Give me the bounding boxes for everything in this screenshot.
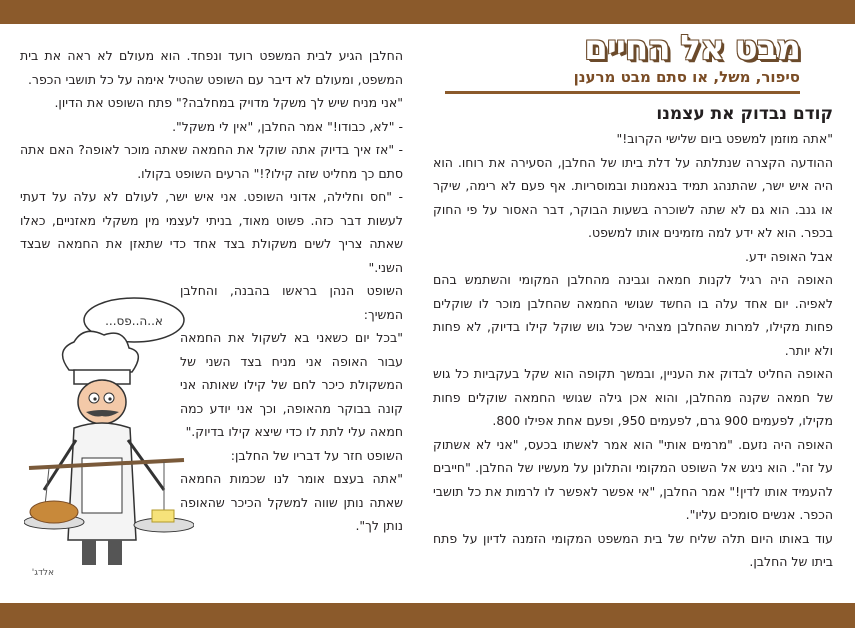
paragraph: האופה החליט לבדוק את העניין, ובמשך תקופה הוא שקל בעקביות כל גוש של חמאה שקנה מהחלבן, והוא אכן גילה שגושי החמאה שוקלים פחות מקילו, לפעמים 900 גרם, לפעמים 950, ופעם אחת אפילו 800. [433, 366, 833, 428]
top-band [0, 0, 855, 24]
column-subtitle: סיפור, משל, או סתם מבט מרענן [573, 68, 800, 86]
paragraph: השופט חזר על דבריו של החלבן: [230, 447, 403, 463]
paragraph: - "אז איך בדיוק אתה שוקל את החמאה שאתה מוכר לאופה? האם אתה סתם כך מחליט שזה קילו?!" הרעים השופט בקולו. [20, 142, 403, 181]
paragraph: "אני מניח שיש לך משקל מדויק במחלבה?" פתח השופט את הדיון. [54, 95, 403, 110]
paragraph: עוד באותו היום תלה שליח של בית המשפט המקומי הזמנה לדיון על פתח ביתו של החלבן. [433, 530, 833, 569]
paragraph: - "חס וחלילה, אדוני השופט. אני איש ישר, לעולם לא עלה על דעתי לעשות דבר כזה. פשוט מאוד, בניתי לעצמי מין משקלי מאזניים, כאלו שאתה צריך לשים משקולת בצד אחד כדי שתאזן את החמאה שבצד השני." [20, 189, 403, 275]
paragraph: "בכל יום כשאני בא לשקול את החמאה עבור האופה אני מניח בצד השני של המשקולת כיכר לחם של קילו שאותה אני קונה בבוקר מהאופה, וכך אני יודע כמה חמאה עלי לתת לו כדי שיצא קילו בדיוק." [180, 330, 403, 439]
paragraph: - "לא, כבודו!" אמר החלבן, "אין לי משקל". [172, 118, 403, 134]
paragraph: האופה היה נזעם. "מרמים אותי" הוא אמר לאשתו בכעס, "אני לא אשתוק על זה". הוא ניגש אל השופט המקומי והתלונן על מעשיו של החלבן. "חייבים להעמיד אותו לדין!" אמר החלבן, "אי אפשר לאפשר לו לרמות את כל תושבי הכפר. אנשים סומכים עליו". [433, 436, 833, 522]
baker-drawing [24, 290, 194, 580]
paragraph: החלבן הגיע לבית המשפט רועד ונפחד. הוא מעולם לא ראה את בית המשפט, ומעולם לא דיבר עם השופט שהטיל אימה על כל תושבי הכפר. [20, 48, 403, 87]
masthead [440, 30, 800, 90]
article-heading: קודם נבדוק את עצמנו [656, 104, 833, 124]
paragraph: ההודעה הקצרה שנתלתה על דלת ביתו של החלבן, הסעירה את רוחו. הוא היה איש ישר, שהתנהג תמיד בנאמנות ובמוסריות. אף פעם לא רימה, שיקר או גנב. הוא גם לא שתה לשוכרה בשעות הבוקר, דבר האסור על פי החוק בכפר. הוא לא ידע למה מזמינים אותו למשפט. [433, 154, 833, 240]
baker-illustration [24, 290, 194, 580]
column-title: מבט אל החיים [584, 28, 800, 68]
masthead-rule [445, 91, 800, 94]
paragraph: האופה היה רגיל לקנות חמאה וגבינה מהחלבן המקומי והשתמש בהם לאפיה. יום אחד עלה בו החשד שגושי החמאה שהחלבן מוכר לו שוקלים פחות מקילו, למרות שהחלבן מצהיר שכל גוש שוקל קילו בדיוק, לא פחות ולא יותר. [433, 272, 833, 358]
right-column [433, 103, 833, 574]
speech-text: א..ה..פס... [105, 314, 163, 328]
paragraph: אבל האופה ידע. [745, 248, 833, 264]
illustrator-signature: אלדג' [31, 568, 54, 578]
paragraph: "אתה בעצם אומר לנו שכמות החמאה שאתה נותן שווה למשקל הכיכר שהאופה נותן לך". [180, 471, 403, 533]
paragraph: השופט הנהן בראשו בהבנה, והחלבן המשיך: [180, 283, 403, 322]
bottom-band [0, 603, 855, 628]
paragraph: "אתה מוזמן למשפט ביום שלישי הקרוב!" [616, 131, 833, 146]
